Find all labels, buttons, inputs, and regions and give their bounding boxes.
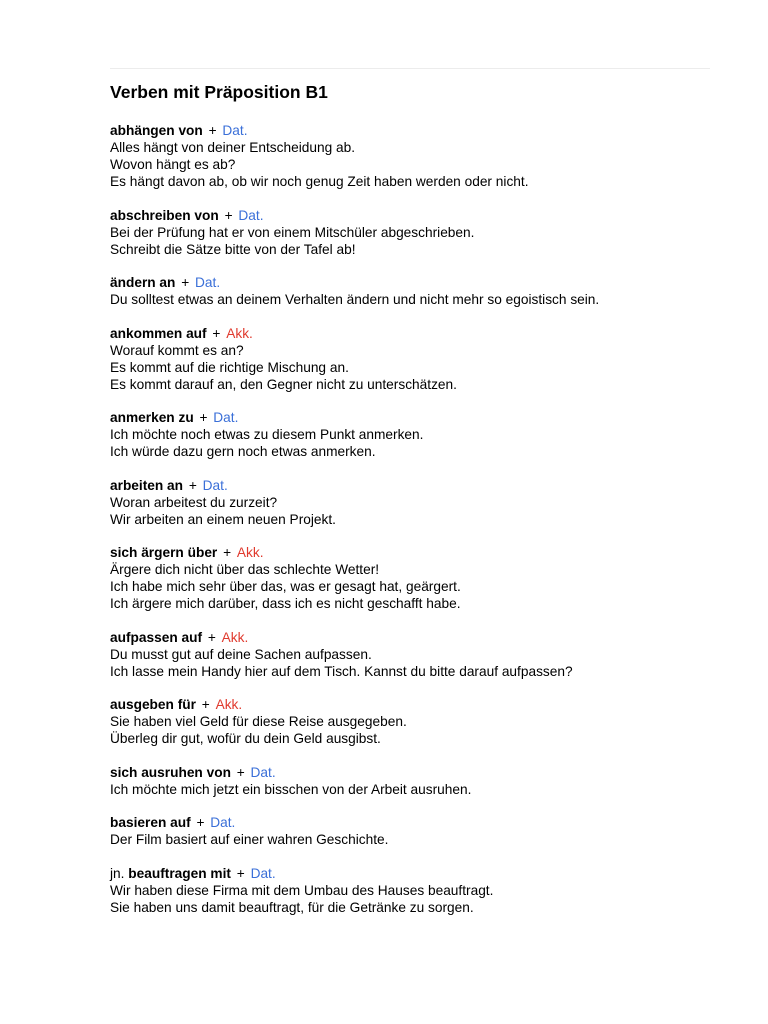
plus-sign: +	[197, 697, 214, 712]
verb-prefix: jn.	[110, 865, 125, 881]
verb-entry	[110, 207, 730, 258]
example-sentence: Wovon hängt es ab?	[110, 157, 236, 172]
plus-sign: +	[220, 207, 237, 223]
case-label: Akk.	[226, 325, 253, 341]
verb-phrase: arbeiten an	[110, 477, 184, 493]
top-divider	[110, 68, 710, 69]
verb-heading	[110, 325, 730, 342]
example-sentence: Ärgere dich nicht über das schlechte Wetter!	[110, 562, 380, 577]
example-sentence: Ich möchte mich jetzt ein bisschen von der Arbeit ausruhen.	[110, 781, 472, 797]
example-sentence: Sie haben viel Geld für diese Reise ausgegeben.	[110, 714, 407, 729]
case-label: Dat.	[195, 275, 221, 290]
verb-heading	[110, 696, 730, 713]
verb-entry	[110, 477, 730, 528]
verb-entry	[110, 629, 730, 680]
example-sentence: Es kommt darauf an, den Gegner nicht zu unterschätzen.	[110, 376, 457, 392]
verb-entry	[110, 544, 730, 612]
verb-list	[110, 122, 730, 932]
case-label: Akk.	[236, 545, 264, 560]
verb-phrase: aufpassen auf	[110, 629, 203, 645]
plus-sign: +	[219, 545, 235, 560]
verb-phrase: sich ärgern über	[110, 545, 218, 560]
verb-phrase: ausgeben für	[110, 697, 196, 712]
case-label: Dat.	[210, 815, 236, 830]
example-sentence: Du musst gut auf deine Sachen aufpassen.	[110, 646, 372, 662]
verb-heading	[110, 207, 730, 224]
verb-phrase: sich ausruhen von	[110, 764, 231, 780]
case-label: Akk.	[215, 697, 243, 712]
verb-phrase: basieren auf	[110, 815, 191, 830]
verb-phrase: abhängen von	[110, 123, 203, 138]
verb-entry	[110, 696, 730, 747]
verb-heading	[110, 629, 730, 646]
example-sentence: Ich ärgere mich darüber, dass ich es nicht geschafft habe.	[110, 596, 461, 611]
example-sentence: Der Film basiert auf einer wahren Geschichte.	[110, 832, 389, 847]
verb-entry	[110, 274, 730, 308]
verb-heading	[110, 544, 730, 561]
verb-entry	[110, 814, 730, 848]
verb-entry	[110, 764, 730, 798]
verb-phrase: abschreiben von	[110, 207, 219, 223]
case-label: Akk.	[221, 629, 249, 645]
example-sentence: Ich würde dazu gern noch etwas anmerken.	[110, 444, 376, 459]
example-sentence: Sie haben uns damit beauftragt, für die Getränke zu sorgen.	[110, 899, 474, 915]
example-sentence: Überleg dir gut, wofür du dein Geld ausgibst.	[110, 731, 381, 746]
plus-sign: +	[232, 865, 249, 881]
plus-sign: +	[204, 629, 220, 645]
verb-entry	[110, 325, 730, 393]
example-sentence: Ich möchte noch etwas zu diesem Punkt anmerken.	[110, 427, 424, 442]
plus-sign: +	[192, 815, 209, 830]
verb-entry	[110, 409, 730, 460]
verb-phrase: ändern an	[110, 275, 176, 290]
plus-sign: +	[204, 123, 221, 138]
example-sentence: Schreibt die Sätze bitte von der Tafel ab!	[110, 241, 356, 257]
verb-phrase: anmerken zu	[110, 410, 194, 425]
plus-sign: +	[208, 325, 225, 341]
example-sentence: Du solltest etwas an deinem Verhalten ändern und nicht mehr so egoistisch sein.	[110, 292, 600, 307]
case-label: Dat.	[250, 865, 276, 881]
case-label: Dat.	[213, 410, 239, 425]
example-sentence: Es kommt auf die richtige Mischung an.	[110, 359, 349, 375]
verb-heading	[110, 409, 730, 426]
plus-sign: +	[232, 764, 249, 780]
example-sentence: Ich habe mich sehr über das, was er gesagt hat, geärgert.	[110, 579, 461, 594]
verb-phrase: ankommen auf	[110, 325, 207, 341]
example-sentence: Alles hängt von deiner Entscheidung ab.	[110, 140, 356, 155]
verb-heading	[110, 122, 730, 139]
verb-heading	[110, 814, 730, 831]
example-sentence: Wir haben diese Firma mit dem Umbau des Hauses beauftragt.	[110, 882, 494, 898]
case-label: Dat.	[238, 207, 264, 223]
verb-heading	[110, 477, 730, 494]
example-sentence: Worauf kommt es an?	[110, 342, 244, 358]
example-sentence: Woran arbeitest du zurzeit?	[110, 494, 278, 510]
case-label: Dat.	[250, 764, 276, 780]
verb-entry	[110, 122, 730, 190]
plus-sign: +	[185, 477, 201, 493]
verb-entry	[110, 865, 730, 916]
example-sentence: Bei der Prüfung hat er von einem Mitschüler abgeschrieben.	[110, 224, 475, 240]
verb-heading	[110, 865, 730, 882]
example-sentence: Wir arbeiten an einem neuen Projekt.	[110, 511, 336, 527]
case-label: Dat.	[202, 477, 228, 493]
verb-phrase: beauftragen mit	[128, 865, 231, 881]
plus-sign: +	[177, 275, 194, 290]
case-label: Dat.	[222, 123, 248, 138]
plus-sign: +	[195, 410, 212, 425]
verb-heading	[110, 274, 730, 291]
verb-heading	[110, 764, 730, 781]
page-title: Verben mit Präposition B1	[110, 82, 328, 102]
example-sentence: Ich lasse mein Handy hier auf dem Tisch. Kannst du bitte darauf aufpassen?	[110, 663, 573, 679]
example-sentence: Es hängt davon ab, ob wir noch genug Zeit haben werden oder nicht.	[110, 174, 529, 189]
